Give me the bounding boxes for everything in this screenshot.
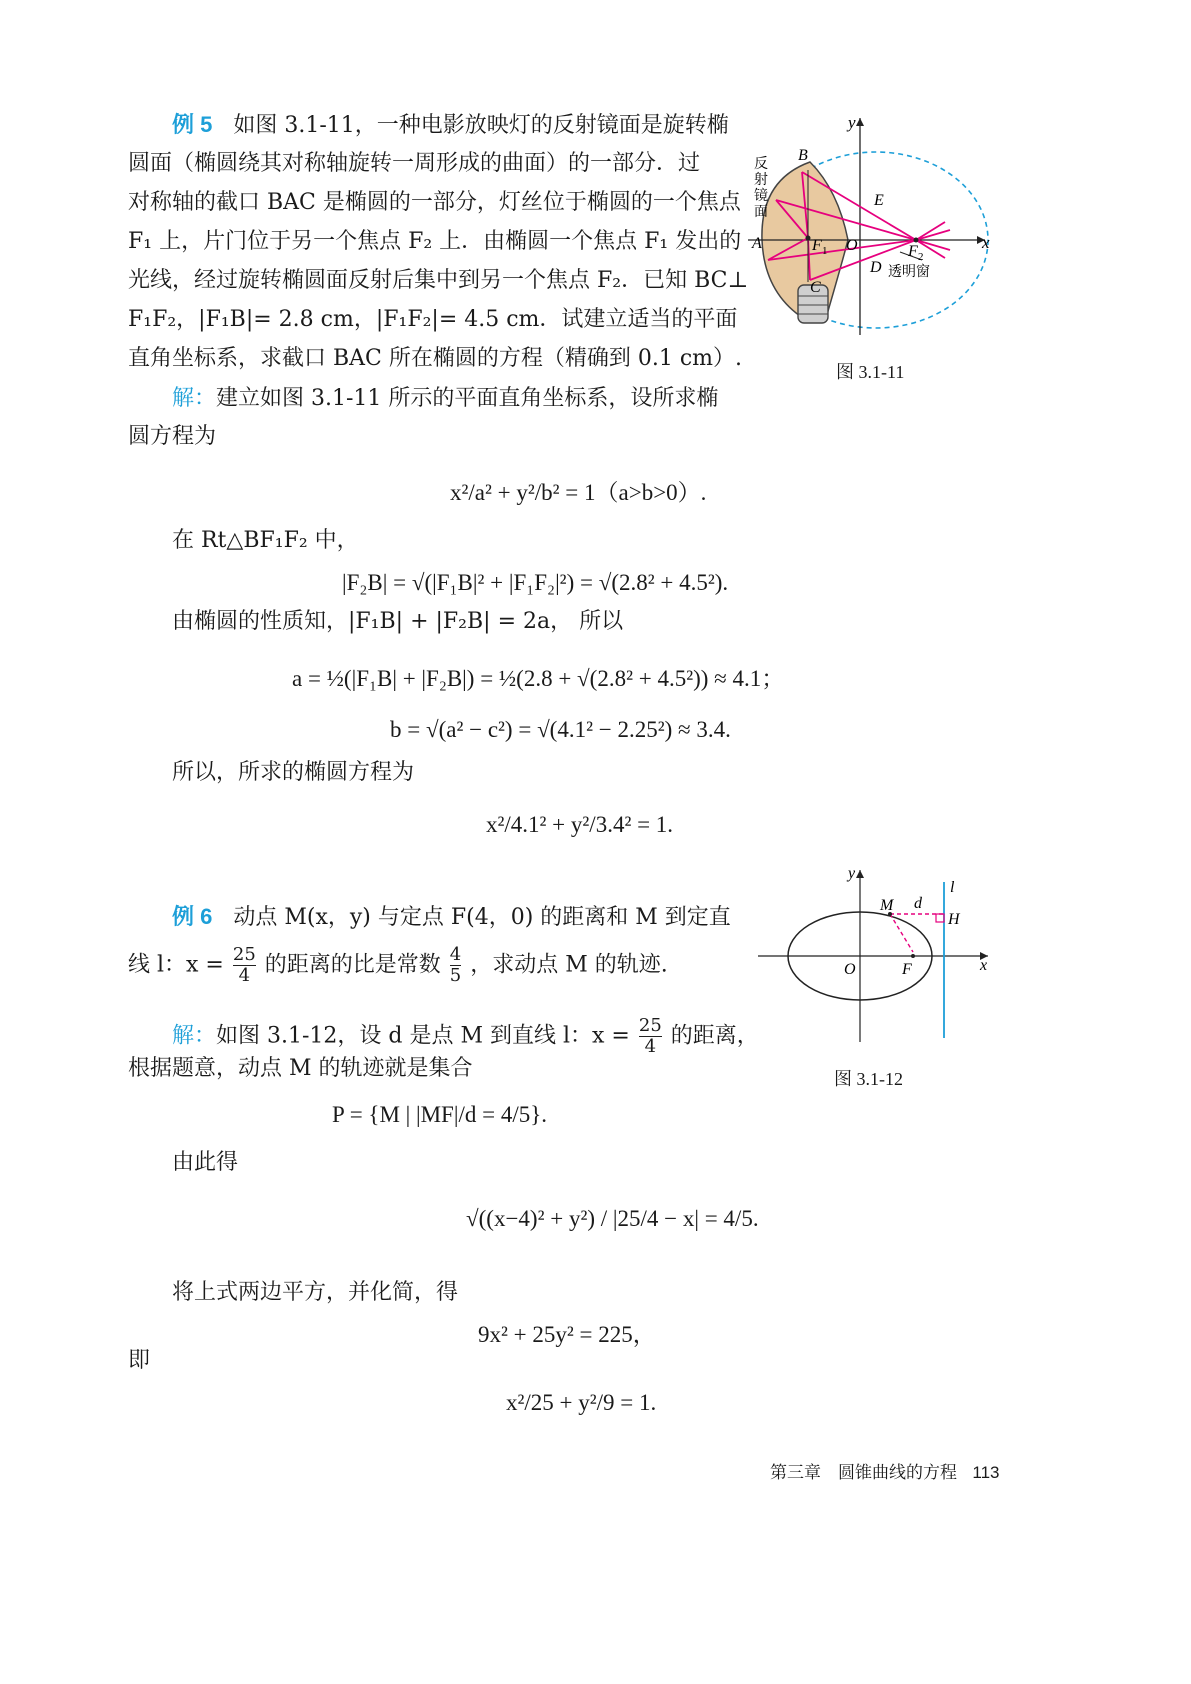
solution5-line-1: 建立如图 3.1-11 所示的平面直角坐标系，设所求椭 bbox=[216, 386, 719, 411]
solution5-rt-line: 在 Rt△BF₁F₂ 中， bbox=[172, 528, 359, 553]
equation-final-ellipse: x²/25 + y²/9 = 1. bbox=[506, 1390, 657, 1415]
fig1-a-label: A bbox=[752, 235, 762, 252]
fig2-m-label: M bbox=[880, 897, 894, 914]
page-number: 113 bbox=[972, 1463, 1000, 1482]
equation-a: a = ½(|F₁B| + |F₂B|) = ½(2.8 + √(2.8² + 4.5²)) ≈ 4.1； bbox=[292, 666, 785, 691]
solution5-conclusion-line: 所以，所求的椭圆方程为 bbox=[172, 760, 415, 785]
fig2-o-label: O bbox=[844, 961, 856, 978]
example5-label: 例 5 bbox=[172, 112, 213, 137]
equation-f2b: |F₂B| = √(|F₁B|² + |F₁F₂|²) = √(2.8² + 4.5²). bbox=[342, 570, 729, 595]
fig1-c-label: C bbox=[810, 279, 821, 296]
example5-paragraph bbox=[172, 114, 729, 137]
fig1-b-label: B bbox=[798, 147, 808, 164]
equation-ellipse-general: x²/a² + y²/b² = 1（a>b>0）. bbox=[450, 480, 707, 505]
example5-line-6: F₁F₂，|F₁B|= 2.8 cm，|F₁F₂|= 4.5 cm．试建立适当的平面 bbox=[128, 307, 738, 332]
example5-line-5: 光线，经过旋转椭圆面反射后集中到另一个焦点 F₂．已知 BC⊥ bbox=[128, 268, 749, 293]
example5-line-2: 圆面（椭圆绕其对称轴旋转一周形成的曲面）的一部分．过 bbox=[128, 151, 701, 176]
example6-label: 例 6 bbox=[172, 904, 213, 929]
fig2-x-label: x bbox=[980, 957, 988, 974]
fig1-e-label: E bbox=[874, 192, 884, 209]
figure-ellipse-locus bbox=[750, 862, 1000, 1052]
fig2-h-label: H bbox=[948, 911, 960, 928]
fig1-f2-sub: 2 bbox=[918, 251, 924, 263]
footer bbox=[770, 1464, 1000, 1482]
solution6-line-2: 根据题意，动点 M 的轨迹就是集合 bbox=[128, 1056, 473, 1081]
example6-line-2: 线 l：x = $\frac{25}{4}$ 的距离的比是常数 $\frac{4}{5}$ ，求动点 M 的轨迹. bbox=[128, 944, 668, 986]
equation-distance-ratio: √((x−4)² + y²) / |25/4 − x| = 4/5. bbox=[466, 1206, 759, 1231]
solution5-intro bbox=[172, 387, 718, 410]
example5-line-3: 对称轴的截口 BAC 是椭圆的一部分，灯丝位于椭圆的一个焦点 bbox=[128, 190, 741, 215]
fig1-f1-sub: 1 bbox=[822, 245, 828, 257]
fig1-o-label: O bbox=[846, 237, 858, 254]
example5-line-4: F₁ 上，片门位于另一个焦点 F₂ 上．由椭圆一个焦点 F₁ 发出的 bbox=[128, 229, 742, 254]
solution5-property-line: 由椭圆的性质知，|F₁B| + |F₂B| = 2a， 所以 bbox=[172, 609, 624, 634]
equation-ellipse-result: x²/4.1² + y²/3.4² = 1. bbox=[486, 812, 674, 837]
fig1-mirror-3: 镜 bbox=[754, 189, 768, 204]
fig2-d-label: d bbox=[914, 895, 922, 912]
fraction-25-4: $\frac{25}{4}$ bbox=[232, 944, 256, 986]
fig2-l-label: l bbox=[950, 879, 955, 896]
fig1-f1-label: F bbox=[812, 237, 822, 254]
example6-line-1: 例 6 动点 M(x，y) 与定点 F(4，0) 的距离和 M 到定直 bbox=[172, 904, 731, 930]
fig2-y-label: y bbox=[848, 865, 856, 882]
fig1-d-label: D bbox=[870, 259, 882, 276]
solution6-line-5: 即 bbox=[128, 1348, 151, 1373]
fig1-f2-label: F bbox=[908, 243, 918, 260]
example5-line-1: 如图 3.1-11，一种电影放映灯的反射镜面是旋转椭 bbox=[233, 113, 729, 138]
footer-chapter: 第三章 圆锥曲线的方程 bbox=[770, 1463, 957, 1483]
figure-3-1-11-caption: 图 3.1-11 bbox=[836, 362, 905, 382]
fig2-f-label: F bbox=[902, 961, 912, 978]
solution6-line-4: 将上式两边平方，并化简，得 bbox=[172, 1280, 459, 1305]
fraction-25-4-b: $\frac{25}{4}$ bbox=[638, 1015, 662, 1057]
fig1-y-label: y bbox=[848, 113, 856, 132]
equation-simplified: 9x² + 25y² = 225， bbox=[478, 1322, 656, 1347]
solution6-label: 解： bbox=[172, 1022, 217, 1048]
equation-set-p: P = {M | |MF|/d = 4/5}. bbox=[332, 1102, 547, 1127]
fig1-window-label: 透明窗 bbox=[888, 265, 930, 280]
example5-line-7: 直角坐标系，求截口 BAC 所在椭圆的方程（精确到 0.1 cm）. bbox=[128, 346, 743, 371]
figure-projector-lamp bbox=[740, 110, 1000, 360]
figure-3-1-12-caption: 图 3.1-12 bbox=[834, 1069, 903, 1089]
fig1-mirror-2: 射 bbox=[754, 173, 768, 188]
fig1-mirror-4: 面 bbox=[754, 205, 768, 220]
solution6-line-1: 解：如图 3.1-12，设 d 是点 M 到直线 l：x = $\frac{25}{4}$ 的距离， bbox=[172, 1015, 759, 1057]
solution5-label: 解： bbox=[172, 385, 217, 410]
solution6-line-3: 由此得 bbox=[172, 1150, 239, 1175]
fraction-4-5: $\frac{4}{5}$ bbox=[449, 944, 462, 986]
solution5-line-2: 圆方程为 bbox=[128, 424, 217, 449]
fig1-x-label: x bbox=[982, 233, 990, 252]
fig1-mirror-1: 反 bbox=[754, 157, 768, 172]
equation-b: b = √(a² − c²) = √(4.1² − 2.25²) ≈ 3.4. bbox=[390, 717, 731, 742]
